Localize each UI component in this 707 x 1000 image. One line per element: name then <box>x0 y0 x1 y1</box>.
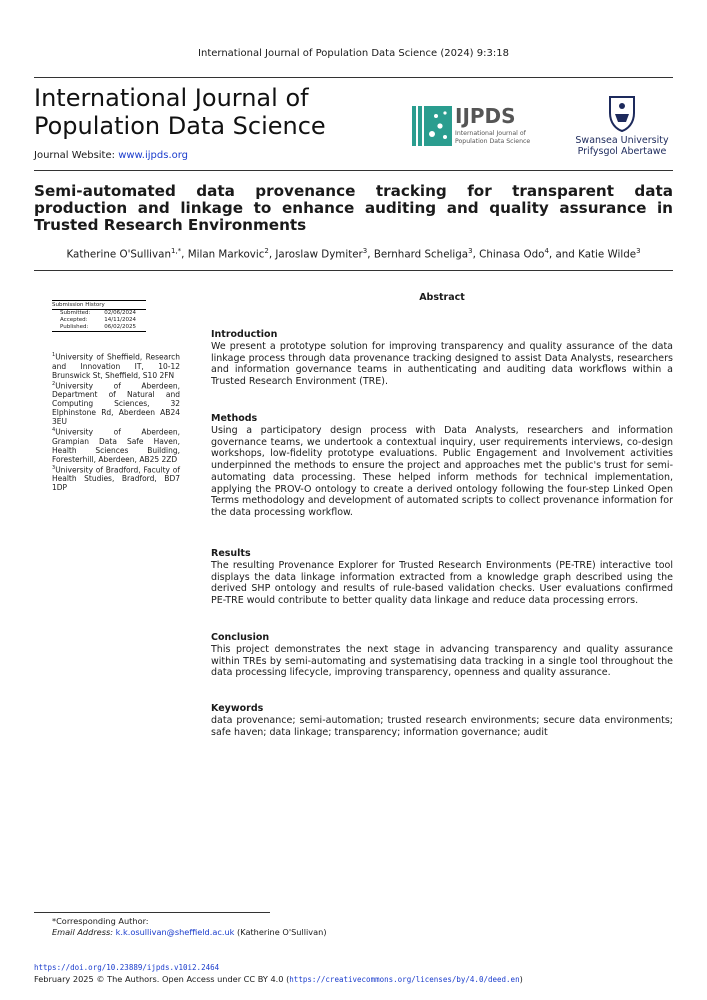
license-prefix: February 2025 © The Authors. Open Access under CC BY 4.0 ( <box>34 973 290 984</box>
affiliation-number: 2 <box>52 380 56 387</box>
section-title-methods: Methods <box>211 413 258 424</box>
section-text-conclusion: This project demonstrates the next stage in advancing transparency and quality assurance within TREs by semi-automating and systematising data tracking in a single tool throughout the data processing lifecycle, improving transparency, openness and quality assurance. <box>211 644 673 679</box>
corresponding-author-footnote <box>52 916 327 938</box>
section-title-introduction: Introduction <box>211 329 278 340</box>
affiliation-text: University of Aberdeen, Grampian Data Safe Haven, Health Sciences Building, Foresterhill, Aberdeen, AB25 2ZD <box>52 427 180 464</box>
author-affiliation-mark: 2 <box>264 247 269 255</box>
running-head: International Journal of Population Data Science (2024) 9:3:18 <box>198 48 509 59</box>
abstract-keywords <box>211 703 673 738</box>
journal-website <box>34 150 188 161</box>
affiliation-text: University of Bradford, Faculty of Health Studies, Bradford, BD7 1DP <box>52 465 180 492</box>
abstract-results <box>211 548 673 607</box>
affiliation-number: 1 <box>52 352 56 358</box>
author-affiliation-mark: 1,* <box>170 247 182 255</box>
abstract-heading: Abstract <box>419 292 465 303</box>
affiliation-text: University of Sheffield, Research and Innovation IT, 10-12 Brunswick St, Sheffield, S10 2FN <box>52 352 180 380</box>
submission-date-label: Accepted: <box>60 317 88 323</box>
section-text-introduction: We present a prototype solution for improving transparency and quality assurance of the data linkage process through data provenance tracking designed to assist Data Analysts, researchers and information governance teams in authenticating and auditing data workflows within a Trusted Research Environment (TRE). <box>211 341 673 388</box>
author-name: Milan Markovic <box>187 248 265 261</box>
affiliation-number: 3 <box>52 464 56 471</box>
submission-date-label: Published: <box>60 324 89 330</box>
author-separator: , and <box>548 248 579 261</box>
journal-title <box>34 84 326 140</box>
author-affiliation-mark: 3 <box>636 247 641 255</box>
submission-history-row <box>52 310 146 317</box>
submission-history-heading: Submission History <box>52 300 146 310</box>
journal-title-line2: Population Data Science <box>34 112 326 140</box>
ijpds-logo-mark-icon <box>412 106 452 146</box>
doi-link[interactable]: https://doi.org/10.23889/ijpds.v10i2.2464 <box>34 963 220 972</box>
affiliations <box>52 351 180 492</box>
affiliation-number: 4 <box>52 427 56 433</box>
journal-website-label: Journal Website: <box>34 150 115 161</box>
abstract-conclusion <box>211 632 673 679</box>
submission-history-row <box>52 324 146 332</box>
author-separator: , <box>472 248 480 261</box>
swansea-crest-icon <box>610 97 634 131</box>
affiliation-item <box>52 426 180 464</box>
abstract-introduction <box>211 329 673 388</box>
license-suffix: ) <box>519 973 523 984</box>
license-link[interactable]: https://creativecommons.org/licenses/by/4.0/deed.en <box>289 974 520 984</box>
submission-history-table <box>52 310 146 332</box>
author-affiliation-mark: 3 <box>468 247 473 255</box>
submission-history <box>52 300 146 332</box>
submission-date-value: 06/02/2025 <box>104 324 136 330</box>
author-affiliation-mark: 3 <box>362 247 368 255</box>
section-title-keywords: Keywords <box>211 703 264 714</box>
ijpds-logo <box>412 104 542 148</box>
footnote-rule <box>34 912 270 913</box>
section-title-results: Results <box>211 548 251 559</box>
author-name: Jaroslaw Dymiter <box>275 248 363 261</box>
email-link[interactable]: k.k.osullivan@sheffield.ac.uk <box>115 927 235 937</box>
ijpds-sub1: International Journal of <box>455 130 526 137</box>
submission-date-label: Submitted: <box>60 310 91 316</box>
author-list <box>34 247 673 260</box>
author-name: Chinasa Odo <box>479 248 545 261</box>
author-separator: , <box>268 248 276 261</box>
swansea-line2: Prifysgol Abertawe <box>577 146 667 157</box>
section-text-methods: Using a participatory design process with Data Analysts, researchers and information governance teams, we undertook a contextual inquiry, user requirements interviews, co-design workshops, low-fidelity prototype evaluations. Public Engagement and Involvement activities underpinned the methods to ensure the project and approaches met the public's trust for semi-automating data processing. These helped inform methods for technical implementation, applying the PROV-O ontology to create a derived ontology following the four-step Linked Open Terms methodology and development of automated scripts to collect provenance information for the data processing workflow. <box>211 425 673 518</box>
submission-history-row <box>52 317 146 324</box>
header-rule <box>34 77 673 78</box>
author-separator: , <box>367 248 374 261</box>
ijpds-sub2: Population Data Science <box>455 138 531 145</box>
swansea-logo <box>572 95 672 157</box>
abstract-methods <box>211 413 673 519</box>
section-text-results: The resulting Provenance Explorer for Trusted Research Environments (PE-TRE) interactive tool displays the data linkage information extracted from a knowledge graph described using the derived SHP ontology and results of rule-based validation checks. User evaluations confirmed PE-TRE would contribute to better quality data linkage and reduce data processing errors. <box>211 560 673 607</box>
title-top-rule <box>34 170 673 171</box>
author-name: Katherine O'Sullivan <box>66 248 171 261</box>
email-label: Email Address: <box>52 927 114 937</box>
section-text-keywords: data provenance; semi-automation; trusted research environments; secure data environments; safe haven; data linkage; transparency; information governance; audit <box>211 715 673 738</box>
page-footer <box>34 962 523 985</box>
author-affiliation-mark: 4 <box>544 247 549 255</box>
swansea-line1: Swansea University <box>575 135 669 146</box>
author-separator: , <box>181 248 188 261</box>
affiliation-text: University of Aberdeen, Department of Natural and Computing Sciences, 32 Elphinstone Rd, Aberdeen AB24 3EU <box>52 381 180 426</box>
submission-date-value: 14/11/2024 <box>104 317 136 323</box>
section-title-conclusion: Conclusion <box>211 632 270 643</box>
journal-title-line1: International Journal of <box>34 84 309 112</box>
authors-rule <box>34 270 673 271</box>
email-name: (Katherine O'Sullivan) <box>237 927 327 937</box>
submission-date-value: 02/06/2024 <box>104 310 136 316</box>
journal-website-link[interactable]: www.ijpds.org <box>118 150 189 161</box>
author-name: Bernhard Scheliga <box>373 248 469 261</box>
paper-title: Semi-automated data provenance tracking for transparent data production and linkage to enhance auditing and quality assurance in Trusted Research Environments <box>34 182 673 234</box>
author-name: Katie Wilde <box>578 248 637 261</box>
affiliation-item <box>52 351 180 380</box>
affiliation-item <box>52 380 180 427</box>
ijpds-acronym: IJPDS <box>455 104 516 128</box>
affiliation-item <box>52 464 180 493</box>
corresponding-label: *Corresponding Author: <box>52 916 149 926</box>
